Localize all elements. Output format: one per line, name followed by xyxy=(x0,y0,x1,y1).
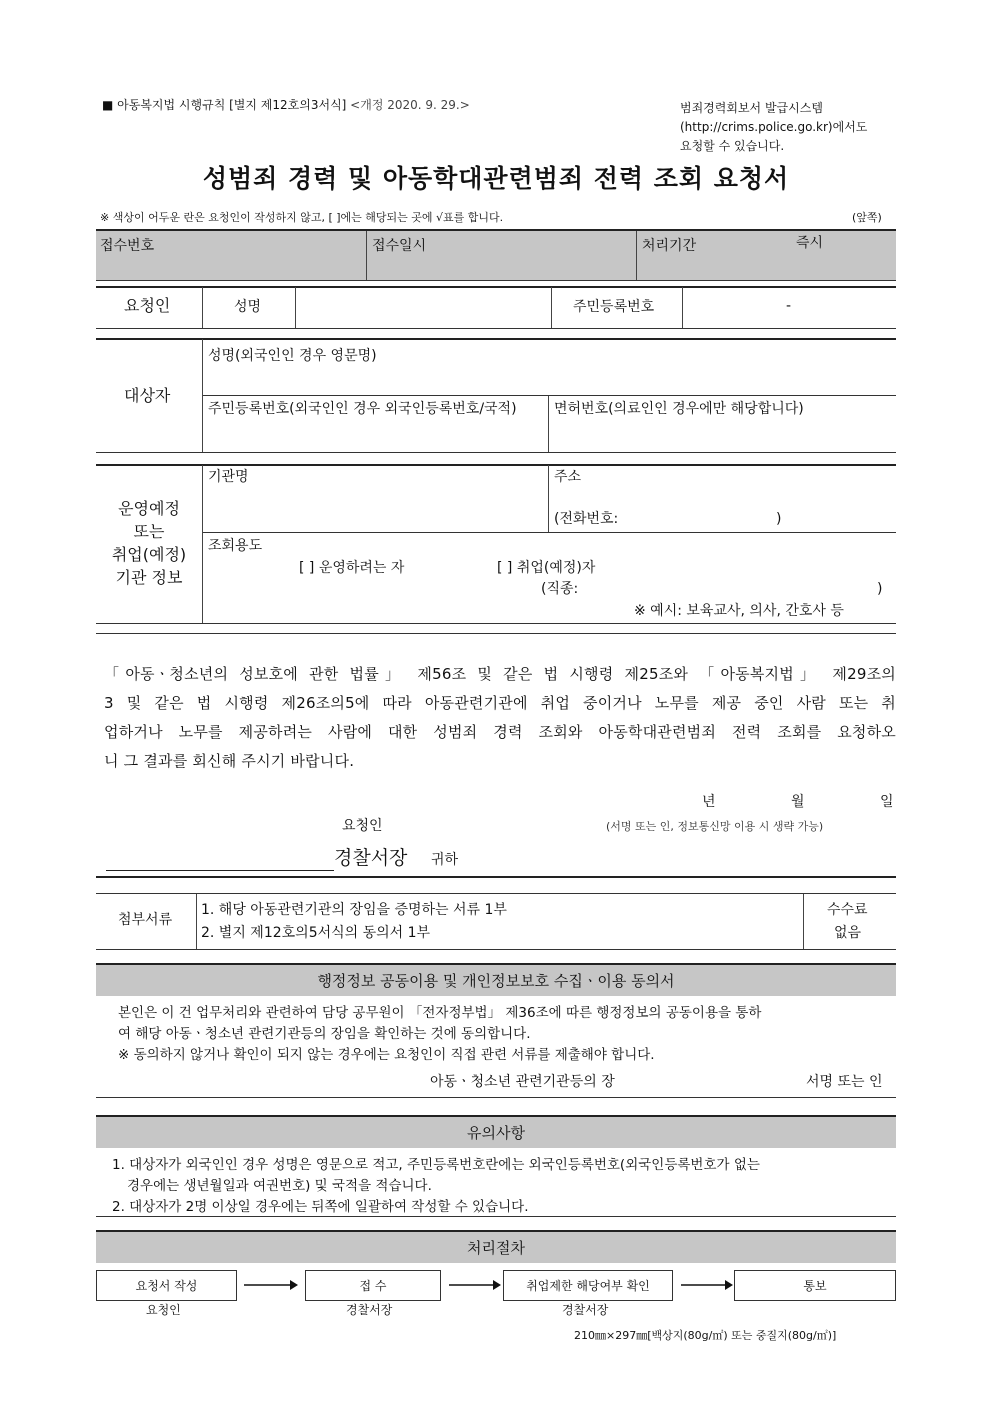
subject-license-label: 면허번호(의료인인 경우에만 해당합니다) xyxy=(554,401,804,417)
step-label: 요청서 작성 xyxy=(135,1279,198,1293)
arrow-right-icon xyxy=(240,1278,302,1292)
receipt-section xyxy=(96,230,896,280)
step-actor: 요청인 xyxy=(146,1303,181,1317)
note-line: 2. 대상자가 2명 이상일 경우에는 뒤쪽에 일괄하여 작성할 수 있습니다. xyxy=(112,1199,529,1215)
institution-label-line: 또는 xyxy=(133,522,165,541)
receipt-number-label: 접수번호 xyxy=(100,238,155,254)
fee-label: 수수료 xyxy=(827,902,868,918)
police-station-field[interactable] xyxy=(106,851,334,871)
consent-line: ※ 동의하지 않거나 확인이 되지 않는 경우에는 요청인이 직접 관련 서류를 제출해야 합니다. xyxy=(118,1047,655,1063)
requester-label: 요청인 xyxy=(124,296,171,315)
step-label: 접 수 xyxy=(359,1279,387,1293)
consent-line: 본인은 이 건 업무처리와 관련하여 담당 공무원이 「전자정부법」 제36조에 따른 행정정보의 공동이용을 통하 xyxy=(118,1005,762,1021)
subject-name-label: 성명(외국인인 경우 영문명) xyxy=(208,348,377,364)
system-note-line: (http://crims.police.go.kr)에서도 xyxy=(680,120,868,134)
consent-line: 여 해당 아동ㆍ청소년 관련기관등의 장임을 확인하는 것에 동의합니다. xyxy=(118,1026,531,1042)
phone-label: (전화번호: xyxy=(554,511,619,527)
instruction-note: ※ 색상이 어두운 란은 요청인이 작성하지 않고, [ ]에는 해당되는 곳에 √표를 합니다. xyxy=(100,211,504,224)
requester-rrn-label: 주민등록번호 xyxy=(573,299,655,315)
step-label: 통보 xyxy=(803,1279,827,1293)
purpose-label: 조회용도 xyxy=(208,538,263,554)
step-receipt xyxy=(305,1270,441,1301)
request-statement xyxy=(104,660,896,776)
date-year: 년 xyxy=(702,794,716,810)
consent-text xyxy=(118,1003,761,1066)
procedure-title: 처리절차 xyxy=(96,1230,896,1263)
step-notify xyxy=(734,1270,896,1301)
system-note-line: 범죄경력회보서 발급시스템 xyxy=(680,101,823,115)
date-day: 일 xyxy=(880,794,894,810)
system-note xyxy=(680,99,867,156)
step-check xyxy=(503,1270,673,1301)
step-label: 취업제한 해당여부 확인 xyxy=(526,1279,650,1293)
rrn-separator: - xyxy=(786,298,792,314)
statement-line: 니 그 결과를 회신해 주시기 바랍니다. xyxy=(104,752,355,770)
requester-rrn-field[interactable] xyxy=(684,288,894,327)
arrow-right-icon xyxy=(443,1278,505,1292)
job-example-note: ※ 예시: 보육교사, 의사, 간호사 등 xyxy=(634,603,844,619)
note-line: 1. 대상자가 외국인인 경우 성명은 영문으로 적고, 주민등록번호란에는 외국인등록번호(외국인등록번호가 없는 xyxy=(112,1157,760,1173)
purpose-option-employee[interactable]: [ ] 취업(예정)자 xyxy=(497,560,596,576)
notes-text xyxy=(112,1155,760,1218)
receipt-date-label: 접수일시 xyxy=(372,238,427,254)
requester-name-label: 성명 xyxy=(234,299,262,315)
phone-close: ) xyxy=(776,511,782,527)
form-title: 성범죄 경력 및 아동학대관련범죄 전력 조회 요청서 xyxy=(202,164,790,193)
revision-date: <개정 2020. 9. 29.> xyxy=(350,98,470,112)
sign-note: (서명 또는 인, 정보통신망 이용 시 생략 가능) xyxy=(606,820,824,833)
job-type-field[interactable] xyxy=(590,580,870,598)
job-type-close: ) xyxy=(877,581,883,597)
statement-line: 업하거나 노무를 제공하려는 사람에 대한 성범죄 경력 조회와 아동학대관련범죄 전력 조회를 요청하오 xyxy=(104,723,896,741)
statement-line: 3 및 같은 법 시행령 제26조의5에 따라 아동관련기관에 취업 중이거나 노무를 제공 중인 사람 또는 취 xyxy=(104,694,896,712)
step-actor: 경찰서장 xyxy=(562,1303,609,1317)
requester-sign-label: 요청인 xyxy=(342,818,383,834)
police-chief: 경찰서장 xyxy=(334,847,408,869)
institution-address-field[interactable] xyxy=(550,466,894,531)
purpose-option-operator[interactable]: [ ] 운영하려는 자 xyxy=(299,560,405,576)
step-actor: 경찰서장 xyxy=(346,1303,393,1317)
notes-title: 유의사항 xyxy=(96,1115,896,1148)
subject-rrn-label: 주민등록번호(외국인인 경우 외국인등록번호/국적) xyxy=(208,401,517,417)
arrow-right-icon xyxy=(675,1278,737,1292)
fee-value: 없음 xyxy=(834,925,862,941)
institution-name-label: 기관명 xyxy=(208,469,249,485)
institution-label-line: 취업(예정) xyxy=(111,545,187,564)
institution-address-label: 주소 xyxy=(554,469,582,485)
form-reference: ■ 아동복지법 시행규칙 [별지 제12호의3서식] <개정 2020. 9. 29.> xyxy=(102,98,470,112)
honorific: 귀하 xyxy=(431,852,459,868)
consent-sign-label[interactable]: 서명 또는 인 xyxy=(806,1074,883,1090)
job-type-label: (직종: xyxy=(541,581,579,597)
subject-rrn-field[interactable] xyxy=(204,397,547,451)
subject-name-field[interactable] xyxy=(204,340,894,394)
statement-line: 「아동ㆍ청소년의 성보호에 관한 법률」 제56조 및 같은 법 시행령 제25조와 「아동복지법」 제29조의 xyxy=(104,665,896,683)
requester-name-field[interactable] xyxy=(297,288,549,327)
system-note-line: 요청할 수 있습니다. xyxy=(680,139,785,153)
consent-signer: 아동ㆍ청소년 관련기관등의 장 xyxy=(430,1074,615,1090)
processing-period-label: 처리기간 xyxy=(642,238,697,254)
institution-name-field[interactable] xyxy=(204,466,547,531)
subject-license-field[interactable] xyxy=(550,397,894,451)
attachment-item: 2. 별지 제12호의5서식의 동의서 1부 xyxy=(201,925,431,941)
attachments-label: 첨부서류 xyxy=(118,912,173,928)
subject-label: 대상자 xyxy=(124,386,171,405)
processing-period-value: 즉시 xyxy=(796,235,824,251)
institution-label-line: 기관 정보 xyxy=(115,568,183,587)
attachment-item: 1. 해당 아동관련기관의 장임을 증명하는 서류 1부 xyxy=(201,902,507,918)
step-request xyxy=(96,1270,237,1301)
paper-spec: 210㎜×297㎜[백상지(80g/㎡) 또는 중질지(80g/㎡)] xyxy=(574,1329,837,1342)
institution-label xyxy=(96,497,202,589)
page-side: (앞쪽) xyxy=(852,211,882,224)
note-line: 경우에는 생년월일과 여권번호) 및 국적을 적습니다. xyxy=(127,1178,432,1194)
institution-label-line: 운영예정 xyxy=(118,499,180,518)
date-month: 월 xyxy=(791,794,805,810)
consent-title: 행정정보 공동이용 및 개인정보보호 수집ㆍ이용 동의서 xyxy=(96,963,896,996)
